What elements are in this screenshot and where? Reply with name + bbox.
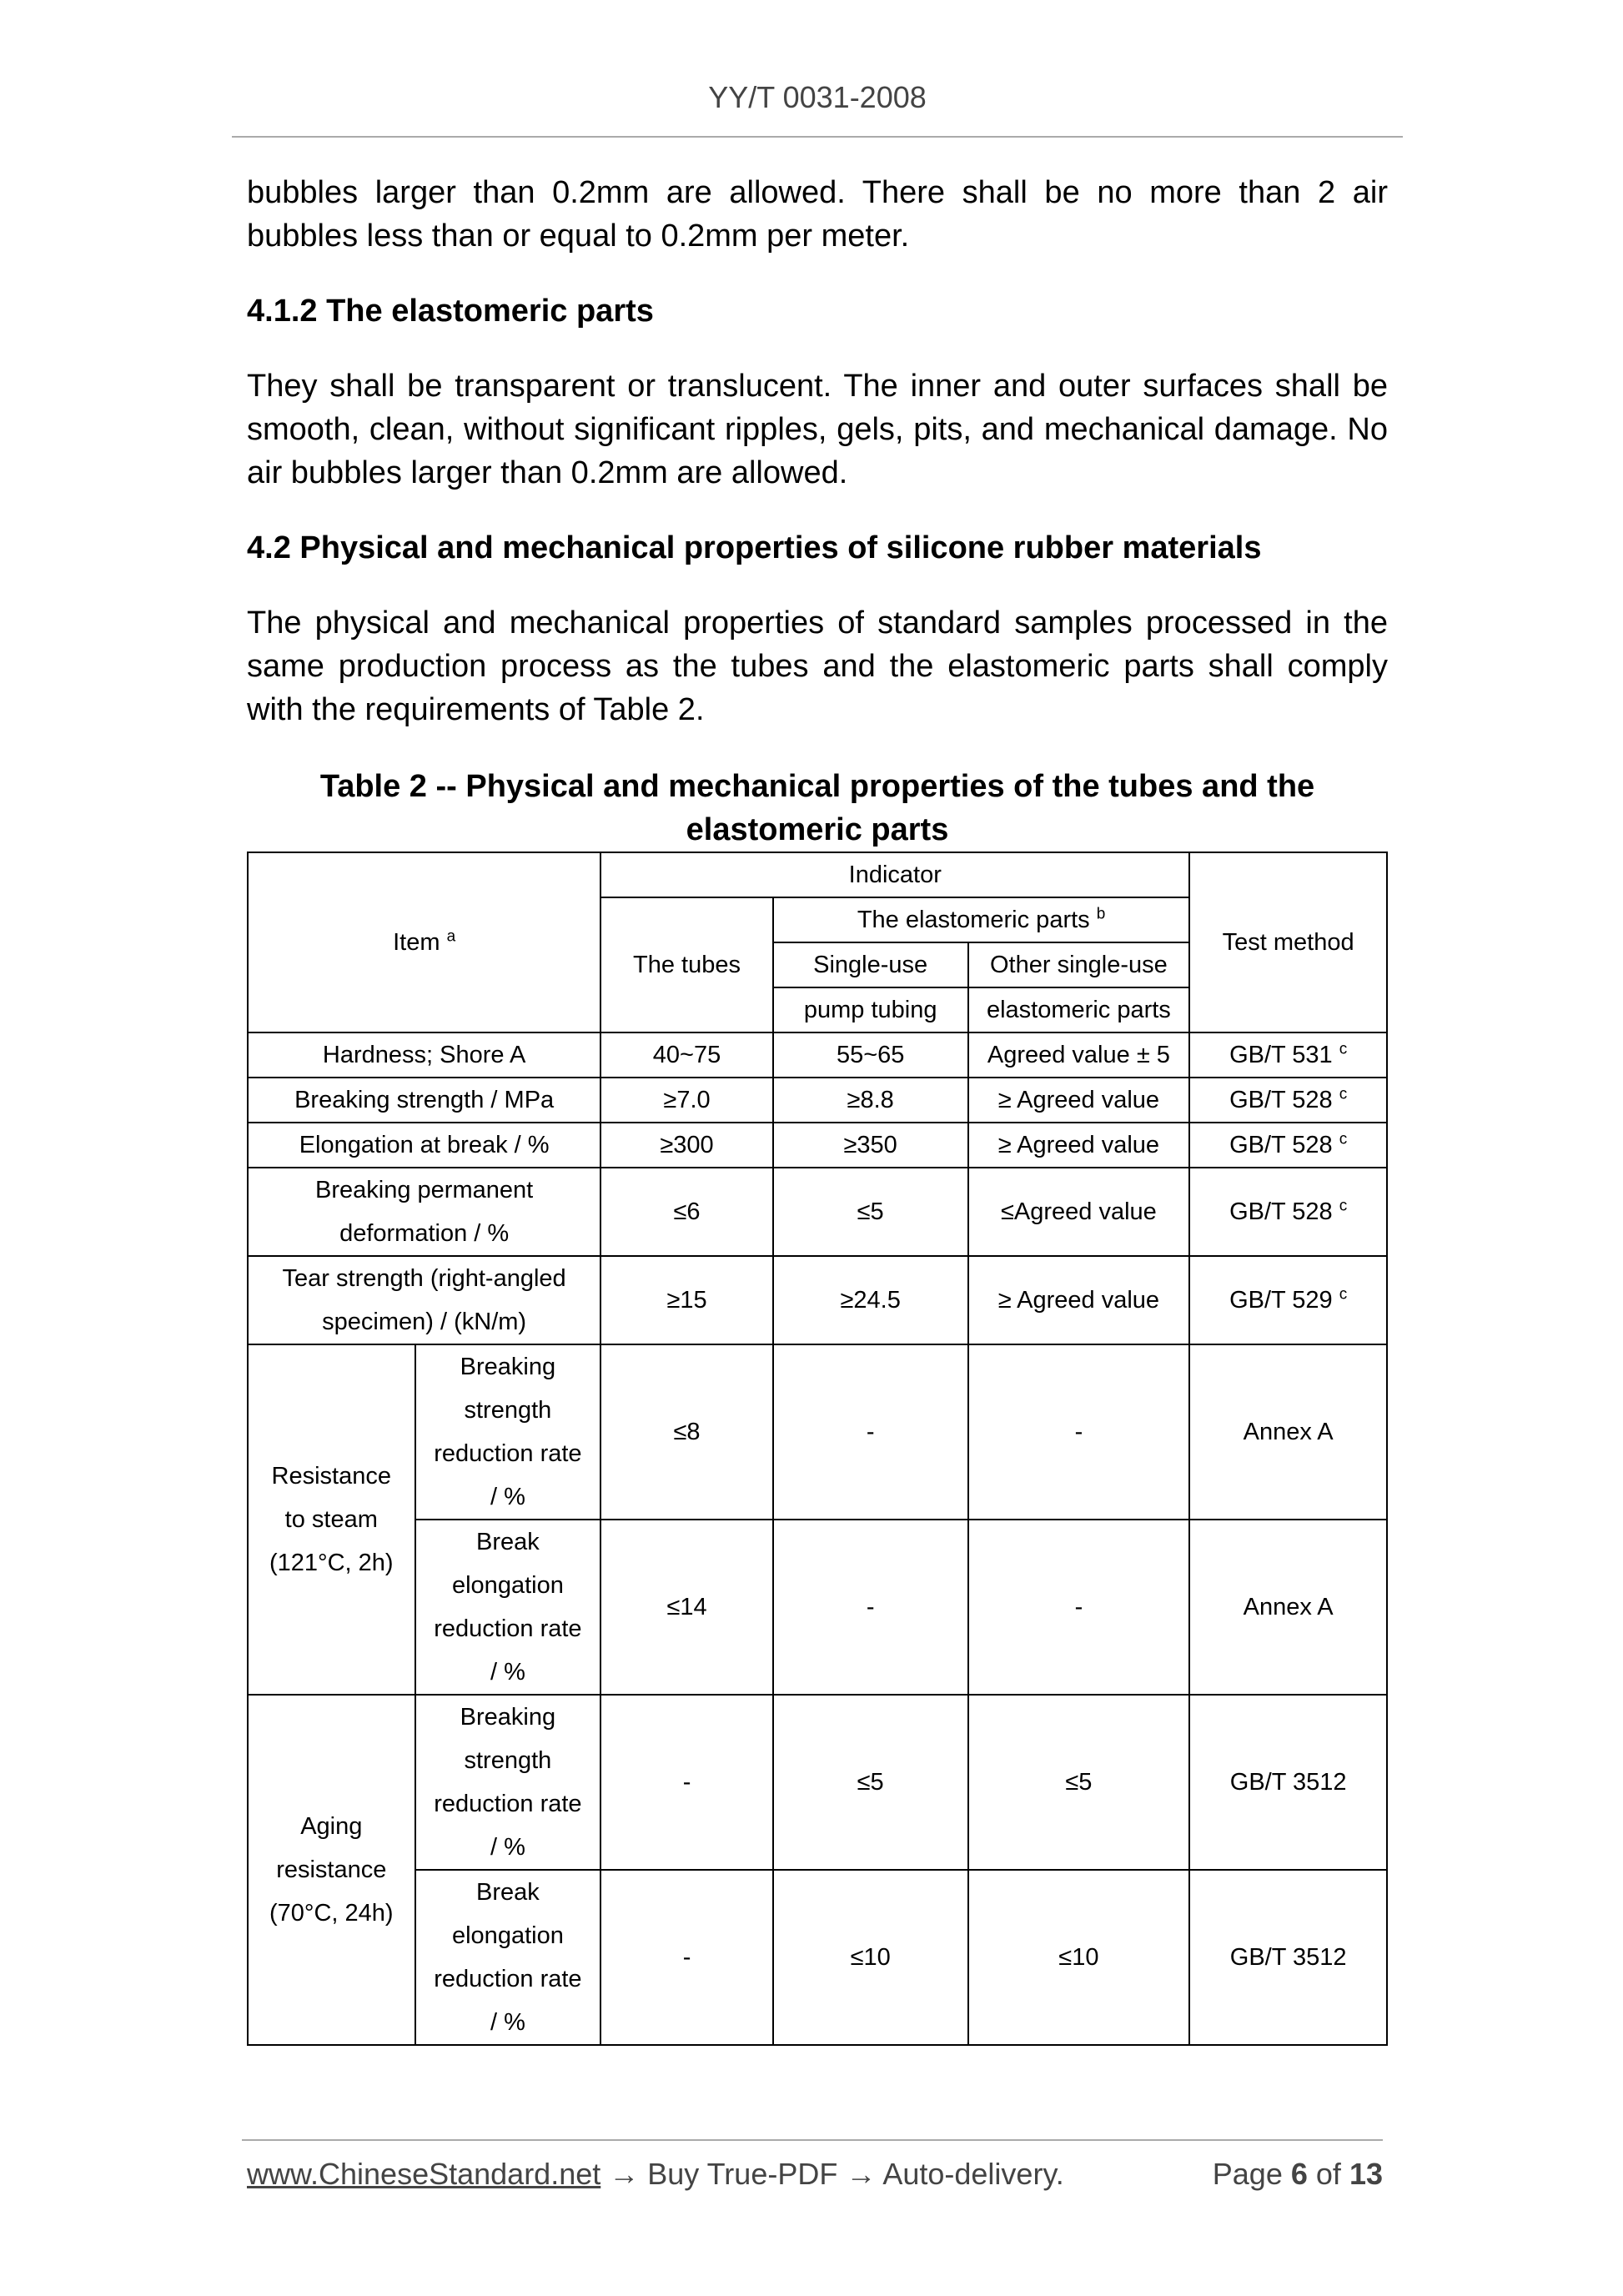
footer-divider	[242, 2139, 1383, 2141]
row-item: Hardness; Shore A	[248, 1032, 600, 1078]
row-sub-item: Break elongation reduction rate / %	[415, 1870, 601, 2045]
chinese-standard-link[interactable]: www.ChineseStandard.net	[247, 2157, 601, 2191]
header-item: Item $^a$	[248, 852, 600, 1032]
table-row	[248, 1520, 1387, 1695]
table-caption-line-2: elastomeric parts	[686, 812, 949, 847]
paragraph-physical-properties: The physical and mechanical properties of standard samples processed in the same production process as the tubes and the elastomeric parts shall comply with the requirements of Table 2.	[247, 605, 1388, 727]
row-single-use: -	[773, 1344, 968, 1520]
row-single-use: ≤5	[773, 1168, 968, 1256]
table-row	[248, 1123, 1387, 1168]
table-row	[248, 1870, 1387, 2045]
section-heading-4-2: 4.2 Physical and mechanical properties of silicone rubber materials	[247, 530, 1262, 565]
row-single-use: ≤10	[773, 1870, 968, 2045]
row-other: ≥ Agreed value	[968, 1123, 1190, 1168]
row-other: ≤10	[968, 1870, 1190, 2045]
table-row	[248, 1168, 1387, 1256]
header-elastomeric-parts: The elastomeric parts $^b$	[773, 897, 1189, 942]
header-other-1: Other single-use	[968, 942, 1190, 987]
document-code-header: YY/T 0031-2008	[708, 80, 927, 114]
row-method: GB/T 528 $^c$	[1189, 1078, 1387, 1123]
row-method: GB/T 528 $^c$	[1189, 1168, 1387, 1256]
paragraph-air-bubbles: bubbles larger than 0.2mm are allowed. There shall be no more than 2 air bubbles less than or equal to 0.2mm per meter.	[247, 175, 1388, 254]
row-single-use: ≥8.8	[773, 1078, 968, 1123]
header-other-2: elastomeric parts	[968, 987, 1190, 1032]
row-method: GB/T 3512	[1189, 1695, 1387, 1870]
row-single-use: ≥350	[773, 1123, 968, 1168]
properties-table	[247, 852, 1388, 2046]
row-method: GB/T 529 $^c$	[1189, 1256, 1387, 1344]
row-tubes: 40~75	[600, 1032, 773, 1078]
page-number: Page 6 of 13	[1212, 2157, 1383, 2191]
row-single-use: ≥24.5	[773, 1256, 968, 1344]
table-caption	[247, 765, 1388, 852]
row-other: ≤5	[968, 1695, 1190, 1870]
table-row	[248, 1032, 1387, 1078]
table-row	[248, 1344, 1387, 1520]
section-heading-4-1-2: 4.1.2 The elastomeric parts	[247, 294, 654, 329]
row-other: ≥ Agreed value	[968, 1256, 1190, 1344]
header-single-use-1: Single-use	[773, 942, 968, 987]
row-tubes: ≥15	[600, 1256, 773, 1344]
row-sub-item: Breaking strength reduction rate / %	[415, 1344, 601, 1520]
header-indicator: Indicator	[600, 852, 1189, 897]
table-row	[248, 1695, 1387, 1870]
row-method: GB/T 3512	[1189, 1870, 1387, 2045]
header-divider	[232, 136, 1403, 138]
row-tubes: -	[600, 1870, 773, 2045]
header-test-method: Test method	[1189, 852, 1387, 1032]
aging-resistance-label: Aging resistance (70°C, 24h)	[248, 1695, 415, 2045]
row-single-use: ≤5	[773, 1695, 968, 1870]
row-other: -	[968, 1520, 1190, 1695]
header-single-use-2: pump tubing	[773, 987, 968, 1032]
row-other: Agreed value ± 5	[968, 1032, 1190, 1078]
table-caption-line-1: Table 2 -- Physical and mechanical properties of the tubes and the	[319, 769, 1315, 804]
row-method: GB/T 528 $^c$	[1189, 1123, 1387, 1168]
row-item: Elongation at break / %	[248, 1123, 600, 1168]
row-method: Annex A	[1189, 1344, 1387, 1520]
row-other: ≤Agreed value	[968, 1168, 1190, 1256]
row-tubes: ≤6	[600, 1168, 773, 1256]
row-tubes: ≤8	[600, 1344, 773, 1520]
row-tubes: -	[600, 1695, 773, 1870]
row-tubes: ≤14	[600, 1520, 773, 1695]
footer-promo	[247, 2157, 1064, 2192]
row-item: Tear strength (right-angled specimen) / (kN/m)	[248, 1256, 600, 1344]
paragraph-elastomeric-parts: They shall be transparent or translucent. The inner and outer surfaces shall be smooth, clean, without significant ripples, gels, pits, and mechanical damage. No air bubbles larger than 0.2mm are allowed.	[247, 369, 1388, 490]
table-row	[248, 1078, 1387, 1123]
row-item: Breaking permanent deformation / %	[248, 1168, 600, 1256]
row-sub-item: Breaking strength reduction rate / %	[415, 1695, 601, 1870]
row-single-use: 55~65	[773, 1032, 968, 1078]
header-tubes: The tubes	[600, 897, 773, 1032]
footer-promo-text: → Buy True-PDF → Auto-delivery.	[609, 2157, 1064, 2191]
row-method: GB/T 531 $^c$	[1189, 1032, 1387, 1078]
table-row	[248, 1256, 1387, 1344]
row-method: Annex A	[1189, 1520, 1387, 1695]
page-footer	[247, 2157, 1383, 2192]
row-tubes: ≥300	[600, 1123, 773, 1168]
row-sub-item: Break elongation reduction rate / %	[415, 1520, 601, 1695]
row-item: Breaking strength / MPa	[248, 1078, 600, 1123]
table-header-row	[248, 852, 1387, 897]
row-other: -	[968, 1344, 1190, 1520]
row-other: ≥ Agreed value	[968, 1078, 1190, 1123]
steam-resistance-label: Resistance to steam (121°C, 2h)	[248, 1344, 415, 1695]
row-tubes: ≥7.0	[600, 1078, 773, 1123]
row-single-use: -	[773, 1520, 968, 1695]
page-content	[247, 171, 1388, 2046]
